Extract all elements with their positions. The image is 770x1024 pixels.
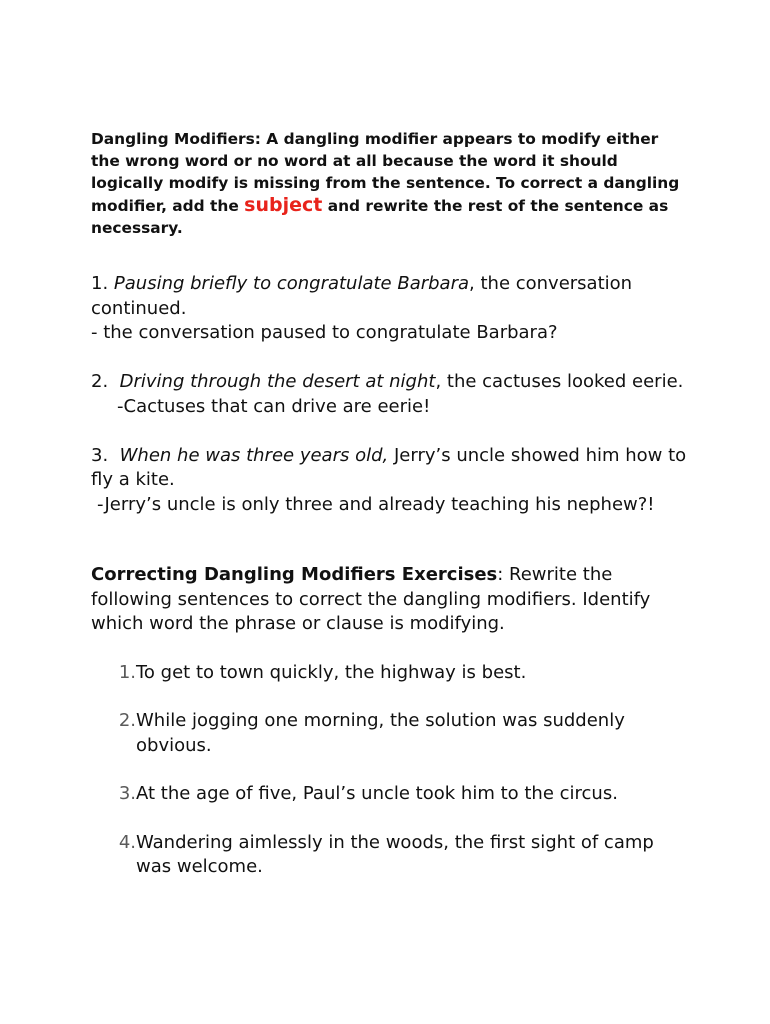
exercises-header	[91, 563, 691, 637]
example-phrase: When he was three years old,	[119, 444, 389, 466]
intro-lead: Dangling Modifiers: A dangling modifier appears to modify either the wrong word or no word at all because the word it should logically modify is missing from the sentence. To correct a dangling modifier, add the	[91, 130, 680, 215]
intro-trail: and rewrite the rest of the sentence as necessary.	[91, 197, 669, 237]
intro-highlight-subject: subject	[244, 194, 323, 216]
exercises-heading: Correcting Dangling Modifiers Exercises	[91, 564, 498, 585]
example-2	[91, 370, 691, 419]
list-item	[91, 709, 691, 758]
list-item-text: To get to town quickly, the highway is best.	[136, 661, 527, 683]
list-item	[91, 831, 691, 880]
example-rest: , the conversation continued.	[91, 273, 633, 319]
example-number: 2.	[91, 371, 120, 392]
example-phrase: Driving through the desert at night	[119, 371, 436, 392]
example-phrase: Pausing briefly to congratulate Barbara	[113, 273, 470, 294]
example-note: - the conversation paused to congratulate Barbara?	[91, 322, 558, 343]
list-item-number: 2.	[118, 710, 136, 731]
exercises-instructions: : Rewrite the following sentences to correct the dangling modifiers. Identify which word the phrase or clause is modifying.	[91, 564, 651, 634]
example-rest: , the cactuses looked eerie.	[435, 371, 684, 392]
exercises-paragraph	[91, 563, 691, 637]
list-item	[91, 782, 691, 807]
document-page	[91, 128, 691, 904]
example-sentence	[91, 272, 691, 321]
example-3	[91, 444, 691, 518]
list-item-number: 4.	[118, 831, 136, 853]
list-item-text: Wandering aimlessly in the woods, the first sight of camp was welcome.	[136, 831, 654, 877]
list-item	[91, 661, 691, 686]
example-1	[91, 272, 691, 346]
example-number: 1.	[91, 273, 114, 294]
example-rest: Jerry’s uncle showed him how to fly a kite.	[91, 444, 687, 490]
example-sentence	[91, 370, 691, 395]
example-note: -Cactuses that can drive are eerie!	[117, 395, 431, 417]
examples-section	[91, 272, 691, 517]
list-item-text: While jogging one morning, the solution was suddenly obvious.	[136, 710, 625, 756]
example-number: 3.	[91, 444, 120, 466]
exercise-list	[91, 661, 691, 880]
list-item-text: At the age of five, Paul’s uncle took him to the circus.	[136, 783, 618, 804]
example-sentence	[91, 444, 691, 493]
list-item-number: 1.	[118, 661, 136, 683]
list-item-number: 3.	[118, 783, 136, 804]
example-note: -Jerry’s uncle is only three and already teaching his nephew?!	[97, 493, 655, 515]
intro-paragraph	[91, 128, 691, 239]
